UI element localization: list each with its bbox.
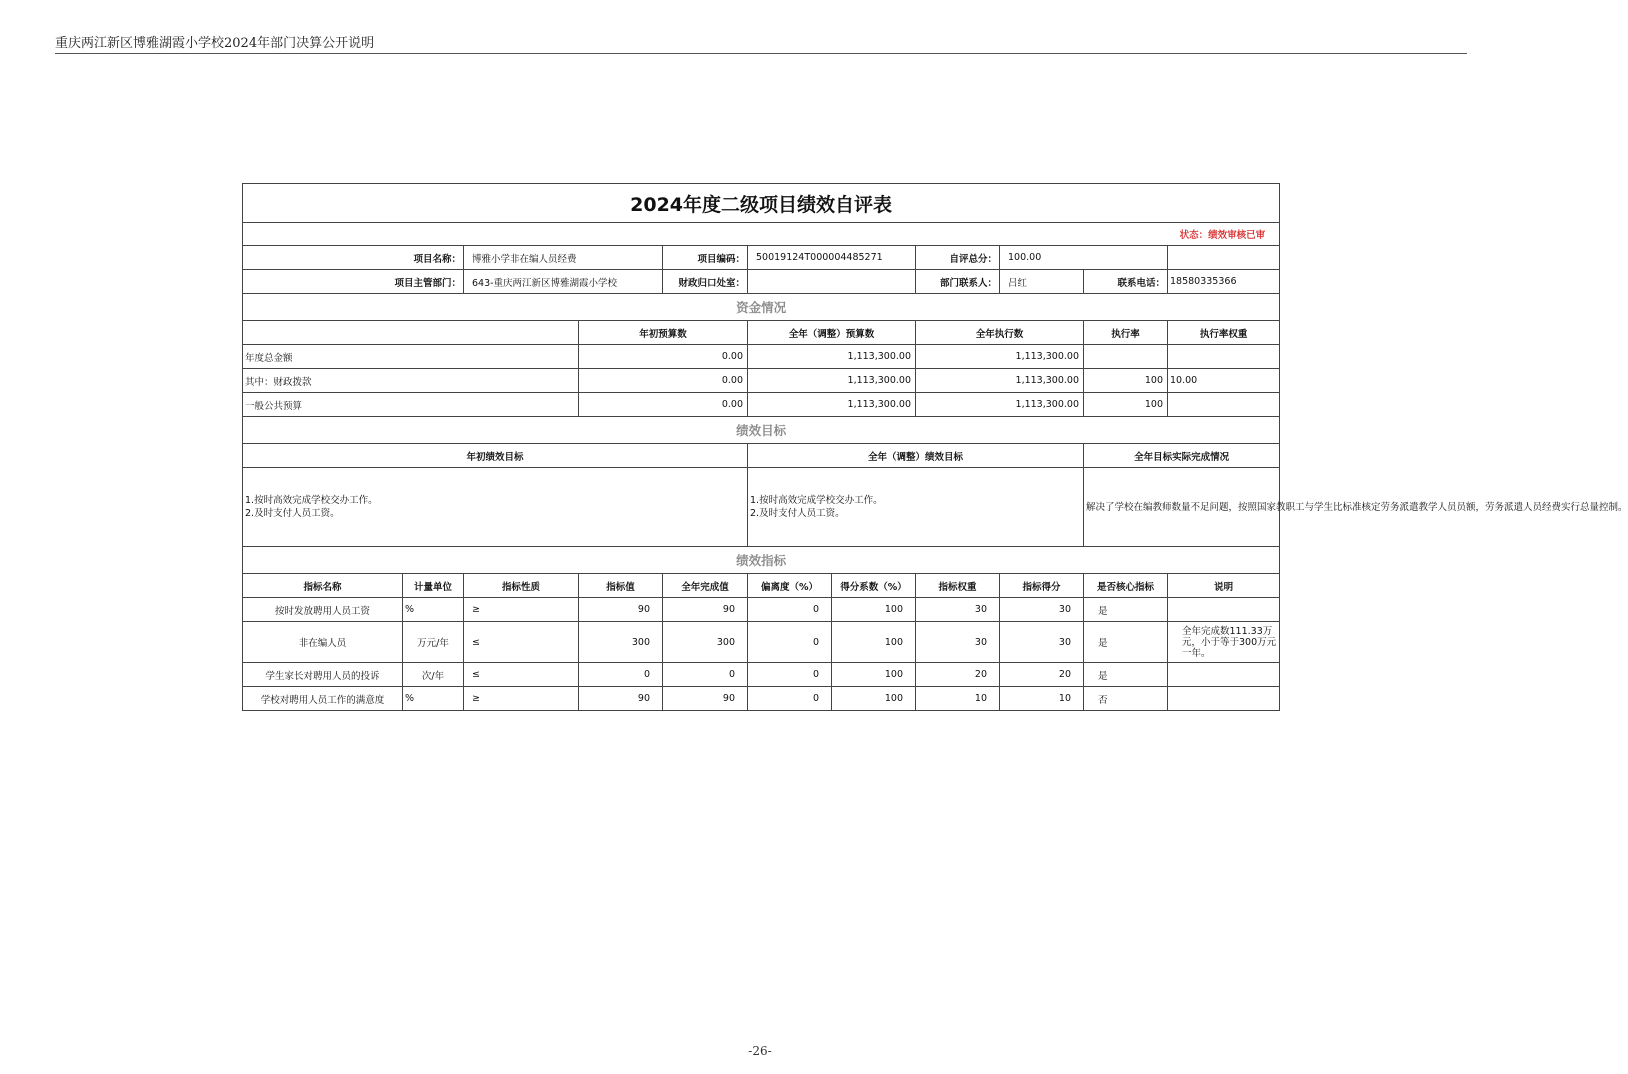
ind-actual: 90	[663, 687, 748, 711]
funds-initial: 0.00	[579, 345, 748, 369]
ind-unit: %	[403, 687, 464, 711]
indicators-section-title: 绩效指标	[243, 547, 1280, 574]
indicator-row	[243, 687, 1280, 711]
ind-nature: ≤	[464, 622, 579, 663]
ind-core: 是	[1084, 622, 1168, 663]
ind-name: 学校对聘用人员工作的满意度	[243, 687, 403, 711]
ind-deviation: 0	[748, 622, 832, 663]
funds-name: 其中：财政拨款	[243, 369, 579, 393]
funds-header-rate: 执行率	[1084, 321, 1168, 345]
goals-initial-cell	[243, 468, 748, 547]
funds-weight	[1168, 345, 1280, 369]
ind-coefficient: 100	[832, 598, 916, 622]
ind-header-name: 指标名称	[243, 574, 403, 598]
ind-target: 300	[579, 622, 663, 663]
goal-line: 2.及时支付人员工资。	[750, 508, 845, 519]
funds-adjusted: 1,113,300.00	[748, 369, 916, 393]
contact-person-value: 吕红	[1000, 270, 1084, 294]
goals-adjusted-cell	[748, 468, 1084, 547]
funds-section-title: 资金情况	[243, 294, 1280, 321]
goal-line: 2.及时支付人员工资。	[245, 508, 340, 519]
funds-header-weight: 执行率权重	[1168, 321, 1280, 345]
ind-core: 是	[1084, 598, 1168, 622]
ind-note	[1168, 663, 1280, 687]
goals-header-initial: 年初绩效目标	[243, 444, 748, 468]
form-title: 2024年度二级项目绩效自评表	[243, 184, 1280, 223]
funds-executed: 1,113,300.00	[916, 345, 1084, 369]
finance-office-label: 财政归口处室：	[663, 270, 748, 294]
project-code-label: 项目编码：	[663, 246, 748, 270]
ind-header-unit: 计量单位	[403, 574, 464, 598]
funds-row	[243, 393, 1280, 417]
ind-score: 30	[1000, 598, 1084, 622]
dept-label: 项目主管部门：	[243, 270, 464, 294]
funds-initial: 0.00	[579, 369, 748, 393]
ind-target: 90	[579, 598, 663, 622]
funds-executed: 1,113,300.00	[916, 393, 1084, 417]
funds-row	[243, 369, 1280, 393]
goals-actual-cell: 解决了学校在编教师数量不足问题，按照国家教职工与学生比标准核定劳务派遣教学人员员额，劳务派遣人员经费实行总量控制。	[1084, 468, 1280, 547]
funds-adjusted: 1,113,300.00	[748, 393, 916, 417]
ind-unit: 万元/年	[403, 622, 464, 663]
ind-core: 否	[1084, 687, 1168, 711]
ind-header-score: 指标得分	[1000, 574, 1084, 598]
ind-coefficient: 100	[832, 622, 916, 663]
ind-header-target: 指标值	[579, 574, 663, 598]
funds-rate	[1084, 345, 1168, 369]
ind-header-deviation: 偏离度（%）	[748, 574, 832, 598]
project-code-value: 50019124T000004485271	[748, 246, 916, 270]
ind-name: 按时发放聘用人员工资	[243, 598, 403, 622]
ind-name: 学生家长对聘用人员的投诉	[243, 663, 403, 687]
phone-value: 18580335366	[1168, 270, 1280, 294]
ind-nature: ≥	[464, 687, 579, 711]
ind-actual: 90	[663, 598, 748, 622]
ind-header-core: 是否核心指标	[1084, 574, 1168, 598]
ind-coefficient: 100	[832, 687, 916, 711]
funds-weight	[1168, 393, 1280, 417]
funds-header-executed: 全年执行数	[916, 321, 1084, 345]
ind-target: 90	[579, 687, 663, 711]
indicator-row	[243, 622, 1280, 663]
ind-header-weight: 指标权重	[916, 574, 1000, 598]
funds-header-name	[243, 321, 579, 345]
funds-row	[243, 345, 1280, 369]
goals-header-actual: 全年目标实际完成情况	[1084, 444, 1280, 468]
indicator-row	[243, 598, 1280, 622]
ind-weight: 30	[916, 598, 1000, 622]
goal-line: 1.按时高效完成学校交办工作。	[750, 495, 883, 506]
ind-name: 非在编人员	[243, 622, 403, 663]
ind-score: 20	[1000, 663, 1084, 687]
funds-rate: 100	[1084, 393, 1168, 417]
funds-executed: 1,113,300.00	[916, 369, 1084, 393]
goals-section-title: 绩效目标	[243, 417, 1280, 444]
funds-initial: 0.00	[579, 393, 748, 417]
funds-header-initial: 年初预算数	[579, 321, 748, 345]
project-name-label: 项目名称：	[243, 246, 464, 270]
funds-rate: 100	[1084, 369, 1168, 393]
page-header: 重庆两江新区博雅湖霞小学校2024年部门决算公开说明	[55, 36, 375, 51]
funds-name: 一般公共预算	[243, 393, 579, 417]
ind-nature: ≤	[464, 663, 579, 687]
funds-weight: 10.00	[1168, 369, 1280, 393]
ind-note	[1168, 598, 1280, 622]
ind-unit: %	[403, 598, 464, 622]
performance-evaluation-table	[242, 183, 1628, 711]
ind-nature: ≥	[464, 598, 579, 622]
funds-adjusted: 1,113,300.00	[748, 345, 916, 369]
ind-deviation: 0	[748, 663, 832, 687]
project-name-value: 博雅小学非在编人员经费	[464, 246, 663, 270]
ind-header-actual: 全年完成值	[663, 574, 748, 598]
ind-actual: 300	[663, 622, 748, 663]
status-badge: 状态：绩效审核已审	[243, 223, 1280, 246]
ind-unit: 次/年	[403, 663, 464, 687]
goals-header-adjusted: 全年（调整）绩效目标	[748, 444, 1084, 468]
funds-header-adjusted: 全年（调整）预算数	[748, 321, 916, 345]
ind-header-coefficient: 得分系数（%）	[832, 574, 916, 598]
ind-weight: 10	[916, 687, 1000, 711]
ind-score: 30	[1000, 622, 1084, 663]
ind-note	[1168, 687, 1280, 711]
ind-coefficient: 100	[832, 663, 916, 687]
ind-deviation: 0	[748, 598, 832, 622]
ind-core: 是	[1084, 663, 1168, 687]
goal-line: 1.按时高效完成学校交办工作。	[245, 495, 378, 506]
funds-name: 年度总金额	[243, 345, 579, 369]
self-score-label: 自评总分：	[916, 246, 1000, 270]
empty-cell	[1168, 246, 1280, 270]
ind-actual: 0	[663, 663, 748, 687]
ind-note: 全年完成数111.33万元，小于等于300万元一年。	[1168, 622, 1280, 663]
ind-weight: 20	[916, 663, 1000, 687]
header-rule	[55, 53, 1467, 54]
dept-value: 643-重庆两江新区博雅湖霞小学校	[464, 270, 663, 294]
phone-label: 联系电话：	[1084, 270, 1168, 294]
indicator-row	[243, 663, 1280, 687]
ind-score: 10	[1000, 687, 1084, 711]
ind-target: 0	[579, 663, 663, 687]
contact-person-label: 部门联系人：	[916, 270, 1000, 294]
self-score-value: 100.00	[1000, 246, 1168, 270]
ind-deviation: 0	[748, 687, 832, 711]
page-number: -26-	[748, 1044, 772, 1058]
ind-header-nature: 指标性质	[464, 574, 579, 598]
ind-header-note: 说明	[1168, 574, 1280, 598]
finance-office-value	[748, 270, 916, 294]
ind-weight: 30	[916, 622, 1000, 663]
